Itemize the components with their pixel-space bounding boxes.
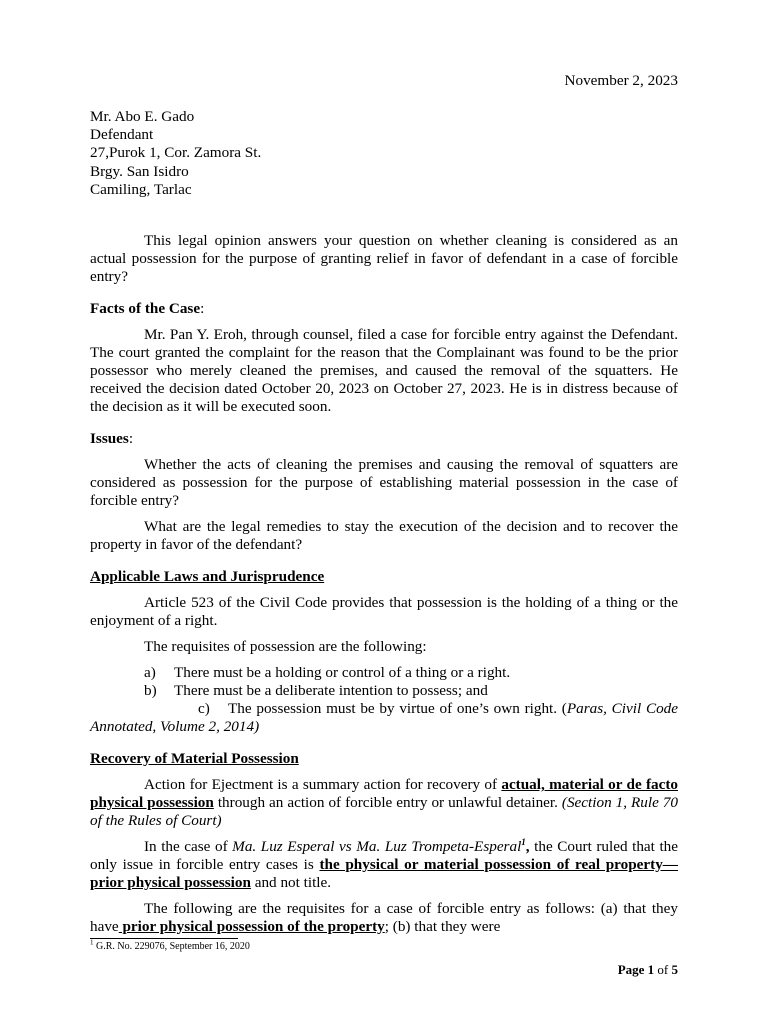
address-city: Camiling, Tarlac xyxy=(90,180,192,198)
facts-paragraph: Mr. Pan Y. Eroh, through counsel, filed a case for forcible entry against the Defendant. The court granted the complaint for the reason that the Complainant was found to be the prior possessor who merely cleaned the premises, and caused the removal of the squatters. He received the decision dated October 20, 2023 on October 27, 2023. He is in distress because of the decision as it will be executed soon. xyxy=(90,326,678,415)
facts-heading: Facts of the Case: xyxy=(90,300,205,317)
recovery-heading: Recovery of Material Possession xyxy=(90,750,299,767)
address-street: 27,Purok 1, Cor. Zamora St. xyxy=(90,144,262,162)
forcible-entry-requisites: The following are the requisites for a case of forcible entry as follows: (a) that they have prior physical possession of the property; (b) that they were xyxy=(90,900,678,935)
ejectment-paragraph: Action for Ejectment is a summary action for recovery of actual, material or de facto physical possession through an action of forcible entry or unlawful detainer. (Section 1, Rule 70 of the Rules of Court) xyxy=(90,776,679,829)
recipient-role: Defendant xyxy=(90,126,154,144)
recipient-name: Mr. Abo E. Gado xyxy=(90,108,195,125)
page-number: Page 1 of 5 xyxy=(617,962,678,977)
letter-body xyxy=(90,232,678,936)
list-item-last: c) The possession must be by virtue of one’s own right. (Paras, Civil Code Annotated, Volume 2, 2014) xyxy=(90,700,679,735)
issue-2: What are the legal remedies to stay the execution of the decision and to recover the property in favor of the defendant? xyxy=(90,518,678,553)
article-523-paragraph: Article 523 of the Civil Code provides that possession is the holding of a thing or the enjoyment of a right. xyxy=(90,594,678,629)
letter-date: November 2, 2023 xyxy=(564,72,678,89)
address-barangay: Brgy. San Isidro xyxy=(90,162,189,180)
recipient-address xyxy=(90,108,261,199)
list-item: a) There must be a holding or control of a thing or a right. xyxy=(144,664,511,681)
issues-heading: Issues: xyxy=(90,430,134,447)
esperal-case-paragraph: In the case of Ma. Luz Esperal vs Ma. Luz Trompeta-Esperal$^1$, the Court ruled that the only issue in forcible entry cases is the physical or material possession of real property—prior physical possession and not title. xyxy=(90,836,678,891)
requisites-list xyxy=(90,664,678,700)
footnote-separator xyxy=(90,938,238,939)
list-item: b) There must be a deliberate intention to possess; and xyxy=(144,682,488,699)
footnote-ref[interactable]: 1 xyxy=(521,836,526,847)
issue-1: Whether the acts of cleaning the premises and causing the removal of squatters are considered as possession for the purpose of establishing material possession in the case of forcible entry? xyxy=(90,456,678,509)
footnote: $^1$ G.R. No. 229076, September 16, 2020 xyxy=(90,938,250,952)
requisites-intro: The requisites of possession are the following: xyxy=(144,638,427,655)
intro-paragraph: This legal opinion answers your question on whether cleaning is considered as an actual possession for the purpose of granting relief in favor of defendant in a case of forcible entry? xyxy=(90,232,678,285)
laws-heading: Applicable Laws and Jurisprudence xyxy=(90,568,325,585)
